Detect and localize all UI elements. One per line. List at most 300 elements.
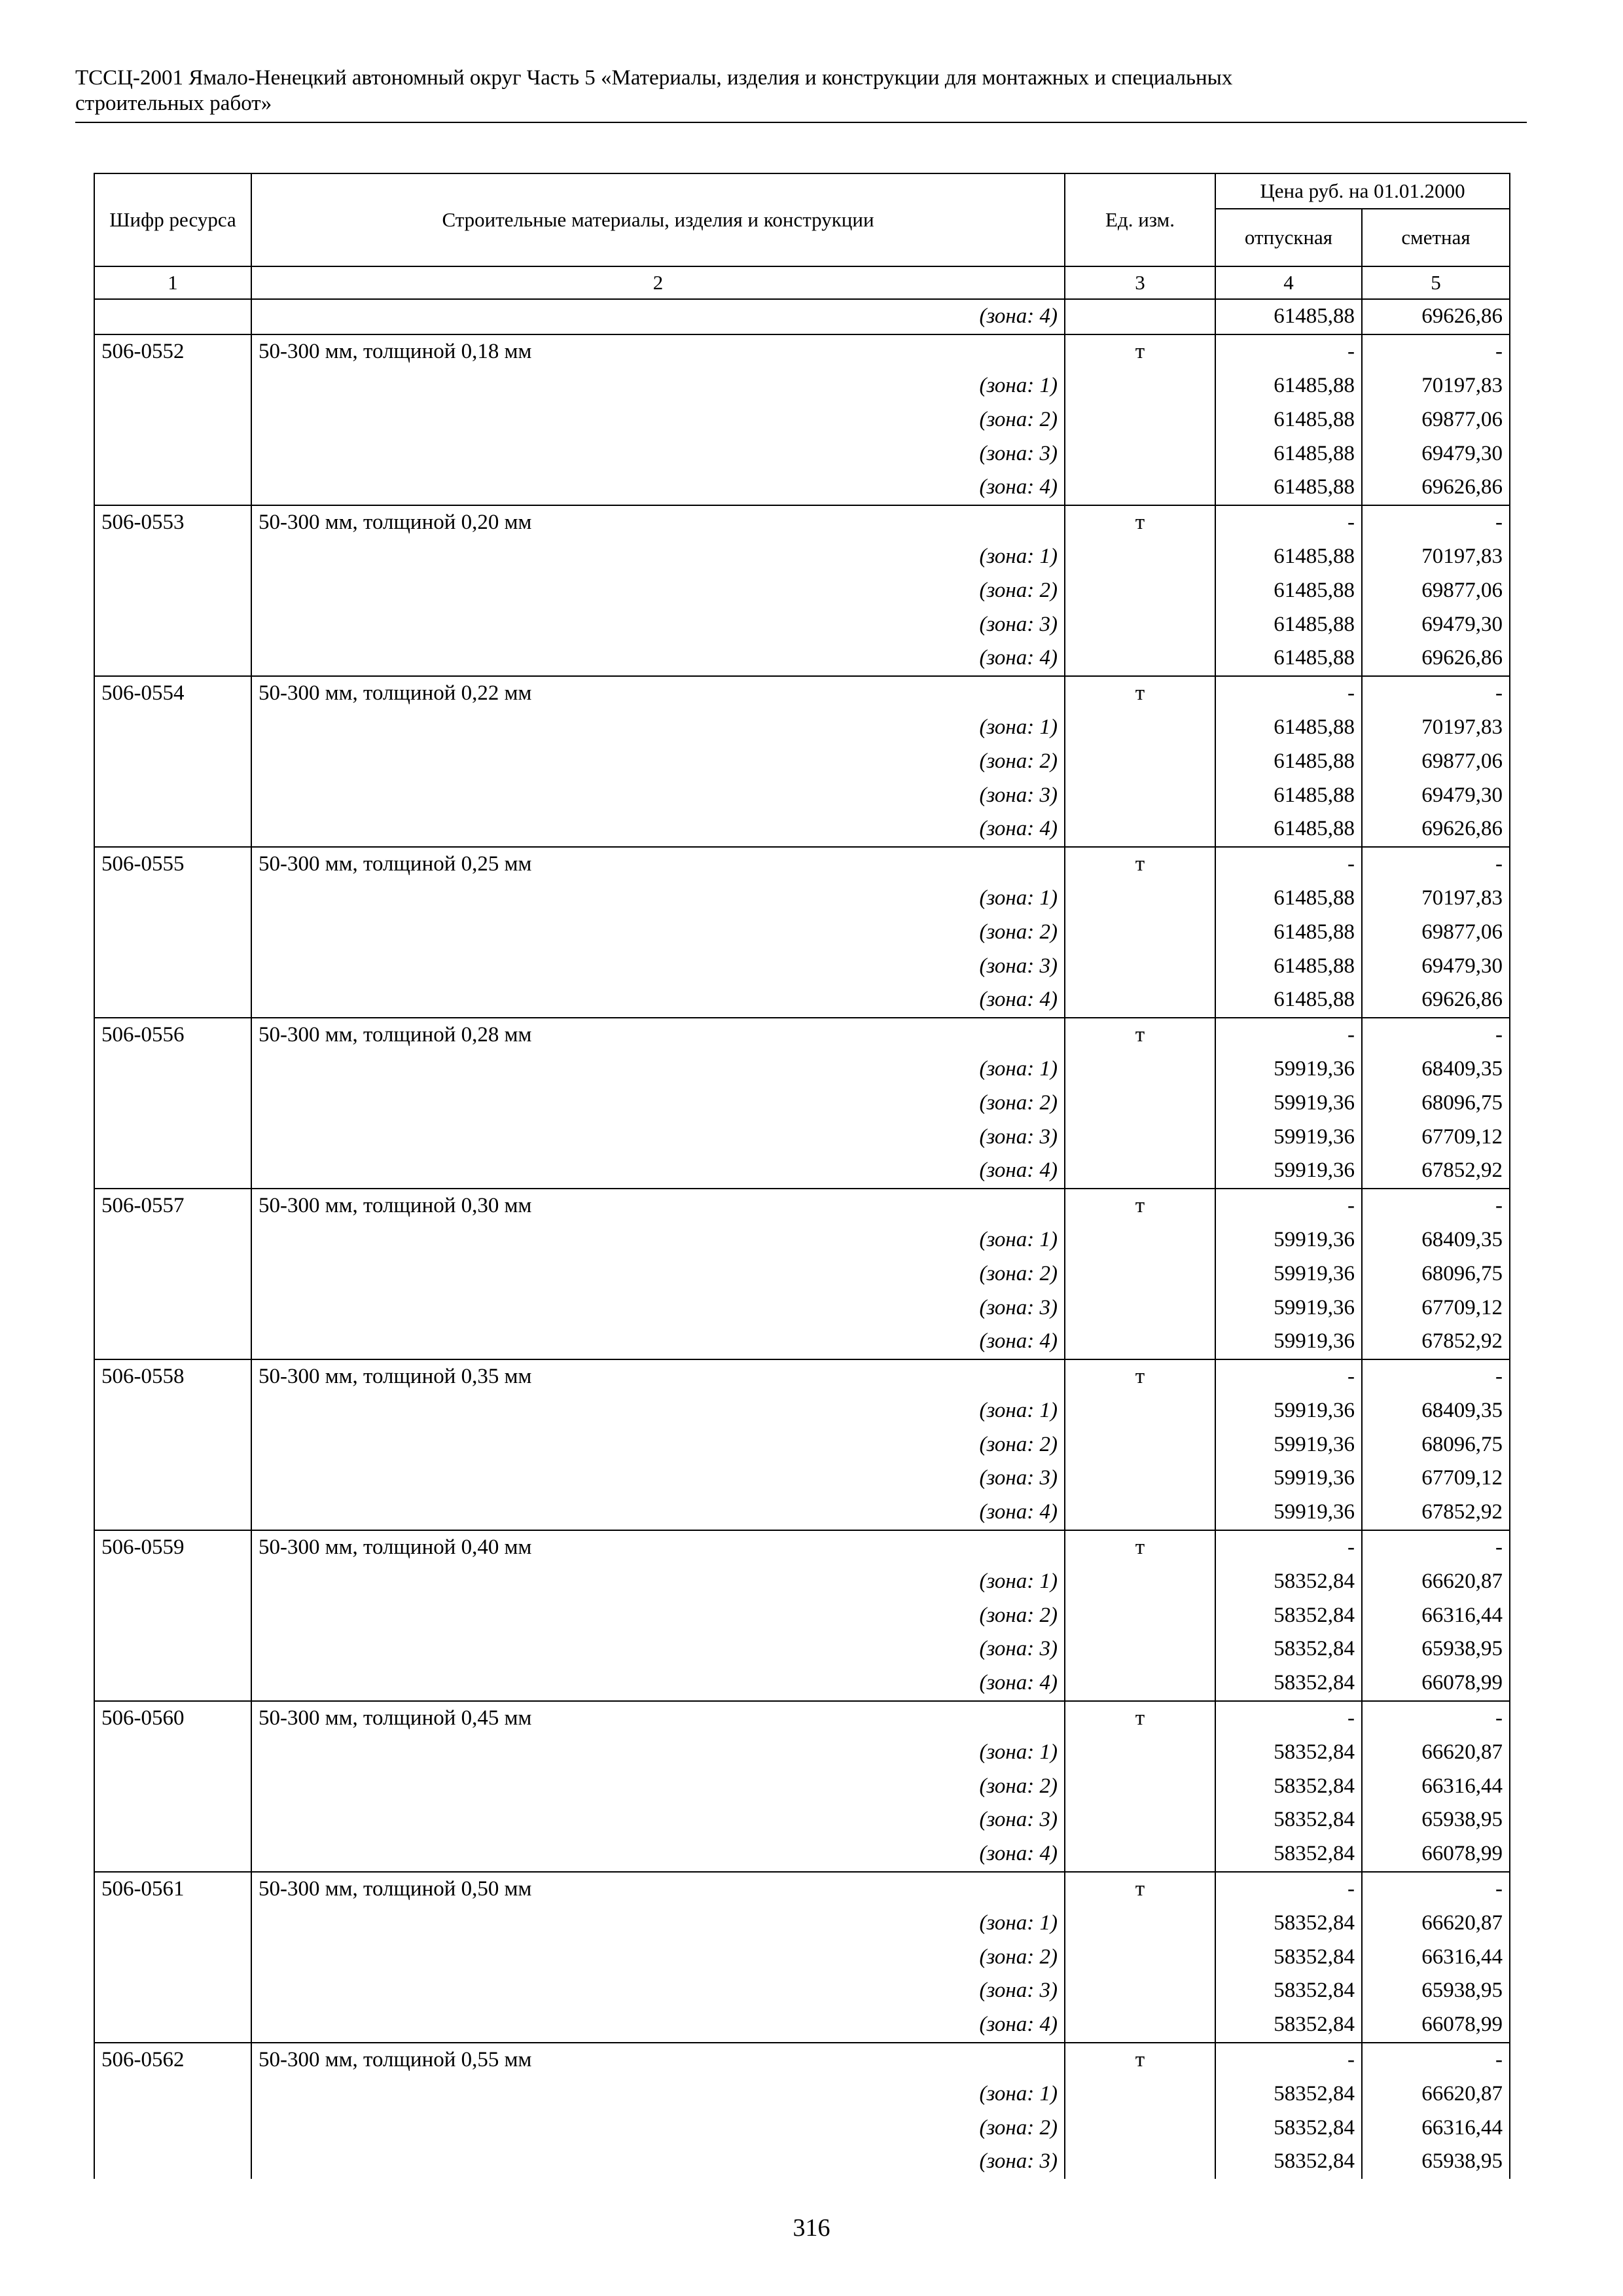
release-price: - [1215,1530,1362,1565]
zone-label: (зона: 3) [251,1974,1065,2008]
resource-code [94,2111,251,2145]
release-price: 59919,36 [1215,1086,1362,1120]
resource-name: 50-300 мм, толщиной 0,22 мм [251,676,1065,711]
resource-code [94,403,251,437]
item-row [94,1359,1510,1394]
release-price: 58352,84 [1215,1632,1362,1666]
zone-row [94,1735,1510,1769]
unit-cell [1065,1325,1215,1359]
zone-label: (зона: 1) [251,711,1065,745]
zone-label: (зона: 3) [251,2145,1065,2179]
page-number: 316 [793,2214,830,2242]
item-row [94,2043,1510,2077]
resource-code [94,1769,251,1803]
price-table-header [94,173,1510,299]
estimate-price: 69479,30 [1362,437,1510,471]
unit-cell: т [1065,1018,1215,1052]
unit-cell: т [1065,505,1215,540]
col-header-unit: Ед. изм. [1065,173,1215,266]
resource-code [94,882,251,916]
release-price: 61485,88 [1215,882,1362,916]
zone-label: (зона: 1) [251,2077,1065,2111]
unit-cell [1065,2008,1215,2043]
release-price: 59919,36 [1215,1223,1362,1257]
col-number: 3 [1065,266,1215,299]
col-header-code: Шифр ресурса [94,173,251,266]
release-price: 61485,88 [1215,369,1362,403]
resource-code [94,2145,251,2179]
zone-label: (зона: 1) [251,1735,1065,1769]
zone-row [94,1496,1510,1530]
zone-label: (зона: 2) [251,1257,1065,1291]
zone-label: (зона: 1) [251,1052,1065,1086]
unit-cell [1065,915,1215,949]
item-row [94,334,1510,369]
estimate-price: 69877,06 [1362,915,1510,949]
unit-cell [1065,1120,1215,1154]
resource-code [94,1257,251,1291]
release-price: 58352,84 [1215,1564,1362,1598]
estimate-price: 66620,87 [1362,1564,1510,1598]
unit-cell: т [1065,1872,1215,1907]
release-price: 59919,36 [1215,1462,1362,1496]
resource-name: 50-300 мм, толщиной 0,40 мм [251,1530,1065,1565]
unit-cell [1065,1394,1215,1428]
estimate-price: 69626,86 [1362,812,1510,847]
resource-code: 506-0556 [94,1018,251,1052]
continuation-row [94,299,1510,334]
estimate-price: 69479,30 [1362,778,1510,812]
header-rule [75,122,1527,123]
release-price: 61485,88 [1215,744,1362,778]
release-price: 58352,84 [1215,2077,1362,2111]
zone-label: (зона: 1) [251,1564,1065,1598]
release-price: 58352,84 [1215,1837,1362,1872]
resource-code [94,1496,251,1530]
zone-label: (зона: 3) [251,1120,1065,1154]
zone-row [94,812,1510,847]
estimate-price: - [1362,1189,1510,1223]
estimate-price: 68096,75 [1362,1086,1510,1120]
item-row [94,1701,1510,1736]
zone-label: (зона: 2) [251,1086,1065,1120]
unit-cell [1065,2111,1215,2145]
release-price: - [1215,1359,1362,1394]
resource-code [94,711,251,745]
zone-label: (зона: 3) [251,778,1065,812]
col-header-name: Строительные материалы, изделия и конструкции [251,173,1065,266]
unit-cell [1065,299,1215,334]
estimate-price: 65938,95 [1362,1974,1510,2008]
zone-row [94,882,1510,916]
resource-code: 506-0559 [94,1530,251,1565]
zone-label: (зона: 4) [251,812,1065,847]
zone-row [94,711,1510,745]
unit-cell [1065,1564,1215,1598]
zone-row [94,1598,1510,1632]
estimate-price: - [1362,1359,1510,1394]
release-price: 61485,88 [1215,437,1362,471]
unit-cell [1065,1769,1215,1803]
resource-code: 506-0557 [94,1189,251,1223]
zone-row [94,1803,1510,1837]
zone-label: (зона: 3) [251,949,1065,983]
zone-label: (зона: 4) [251,983,1065,1018]
unit-cell [1065,1735,1215,1769]
zone-label: (зона: 2) [251,2111,1065,2145]
release-price: 58352,84 [1215,2008,1362,2043]
estimate-price: 70197,83 [1362,369,1510,403]
zone-row [94,1906,1510,1940]
estimate-price: 70197,83 [1362,882,1510,916]
release-price: 61485,88 [1215,403,1362,437]
zone-row [94,1427,1510,1462]
unit-cell [1065,403,1215,437]
estimate-price: 66620,87 [1362,1735,1510,1769]
unit-cell: т [1065,2043,1215,2077]
unit-cell: т [1065,1701,1215,1736]
release-price: - [1215,334,1362,369]
zone-row [94,1120,1510,1154]
estimate-price: 65938,95 [1362,1632,1510,1666]
estimate-price: 67852,92 [1362,1325,1510,1359]
resource-code: 506-0561 [94,1872,251,1907]
zone-row [94,915,1510,949]
resource-code [94,744,251,778]
unit-cell [1065,573,1215,607]
col-number: 5 [1362,266,1510,299]
zone-row [94,1564,1510,1598]
estimate-price: 67709,12 [1362,1462,1510,1496]
zone-label: (зона: 4) [251,1154,1065,1189]
item-row [94,1018,1510,1052]
item-row [94,676,1510,711]
unit-cell [1065,1223,1215,1257]
zone-row [94,1154,1510,1189]
release-price: 61485,88 [1215,915,1362,949]
release-price: 59919,36 [1215,1154,1362,1189]
release-price: 61485,88 [1215,573,1362,607]
resource-name: 50-300 мм, толщиной 0,35 мм [251,1359,1065,1394]
resource-code [94,915,251,949]
zone-row [94,540,1510,574]
resource-code [94,1564,251,1598]
zone-label: (зона: 2) [251,1769,1065,1803]
release-price: 58352,84 [1215,2111,1362,2145]
resource-code: 506-0554 [94,676,251,711]
unit-cell: т [1065,1530,1215,1565]
unit-cell [1065,1940,1215,1974]
estimate-price: 68409,35 [1362,1394,1510,1428]
estimate-price: 69626,86 [1362,299,1510,334]
item-row [94,1189,1510,1223]
zone-row [94,471,1510,505]
zone-label: (зона: 4) [251,1837,1065,1872]
zone-row [94,437,1510,471]
release-price: 61485,88 [1215,540,1362,574]
resource-code: 506-0562 [94,2043,251,2077]
unit-cell [1065,1052,1215,1086]
estimate-price: 69626,86 [1362,983,1510,1018]
unit-cell [1065,1803,1215,1837]
zone-row [94,1769,1510,1803]
resource-code [94,471,251,505]
unit-cell [1065,471,1215,505]
release-price: 61485,88 [1215,471,1362,505]
item-row [94,847,1510,882]
estimate-price: 69877,06 [1362,403,1510,437]
zone-label: (зона: 2) [251,573,1065,607]
item-row [94,505,1510,540]
release-price: 58352,84 [1215,1598,1362,1632]
estimate-price: 69877,06 [1362,744,1510,778]
resource-code [94,1394,251,1428]
resource-code [94,1086,251,1120]
zone-label: (зона: 3) [251,1462,1065,1496]
resource-code [94,2077,251,2111]
resource-code [94,1940,251,1974]
estimate-price: 66620,87 [1362,1906,1510,1940]
estimate-price: 65938,95 [1362,2145,1510,2179]
resource-code [94,1906,251,1940]
resource-name: 50-300 мм, толщиной 0,20 мм [251,505,1065,540]
col-number: 4 [1215,266,1362,299]
zone-row [94,369,1510,403]
price-table-body [94,299,1510,2179]
unit-cell [1065,812,1215,847]
release-price: - [1215,2043,1362,2077]
resource-code [94,1223,251,1257]
zone-row [94,403,1510,437]
estimate-price: 66078,99 [1362,1837,1510,1872]
estimate-price: 69626,86 [1362,641,1510,676]
unit-cell [1065,2145,1215,2179]
estimate-price: 66316,44 [1362,1769,1510,1803]
estimate-price: - [1362,1530,1510,1565]
resource-code [94,437,251,471]
zone-label: (зона: 4) [251,299,1065,334]
resource-code [94,1837,251,1872]
unit-cell [1065,607,1215,641]
resource-code [94,1120,251,1154]
unit-cell [1065,2077,1215,2111]
estimate-price: 67852,92 [1362,1154,1510,1189]
unit-cell [1065,949,1215,983]
estimate-price: 66078,99 [1362,2008,1510,2043]
release-price: 61485,88 [1215,607,1362,641]
zone-row [94,1223,1510,1257]
zone-row [94,1462,1510,1496]
release-price: 61485,88 [1215,711,1362,745]
resource-name: 50-300 мм, толщиной 0,50 мм [251,1872,1065,1907]
zone-label: (зона: 1) [251,1394,1065,1428]
resource-code: 506-0552 [94,334,251,369]
zone-label: (зона: 4) [251,1496,1065,1530]
estimate-price: 68096,75 [1362,1257,1510,1291]
resource-code [94,299,251,334]
unit-cell [1065,1837,1215,1872]
zone-label: (зона: 1) [251,540,1065,574]
resource-code [94,1632,251,1666]
col-header-price-group: Цена руб. на 01.01.2000 [1215,173,1510,209]
zone-row [94,1257,1510,1291]
resource-code: 506-0555 [94,847,251,882]
release-price: 59919,36 [1215,1394,1362,1428]
zone-row [94,1394,1510,1428]
unit-cell [1065,1462,1215,1496]
col-number: 1 [94,266,251,299]
resource-name: 50-300 мм, толщиной 0,25 мм [251,847,1065,882]
estimate-price: 68409,35 [1362,1052,1510,1086]
release-price: 59919,36 [1215,1427,1362,1462]
release-price: 61485,88 [1215,778,1362,812]
resource-name: 50-300 мм, толщиной 0,30 мм [251,1189,1065,1223]
release-price: 61485,88 [1215,949,1362,983]
release-price: - [1215,505,1362,540]
unit-cell [1065,641,1215,676]
price-table [94,173,1510,2179]
zone-row [94,2008,1510,2043]
resource-code [94,2008,251,2043]
zone-row [94,1052,1510,1086]
zone-row [94,2111,1510,2145]
resource-code [94,1462,251,1496]
zone-row [94,1940,1510,1974]
resource-code [94,641,251,676]
unit-cell [1065,437,1215,471]
release-price: - [1215,676,1362,711]
release-price: 61485,88 [1215,983,1362,1018]
unit-cell [1065,1291,1215,1325]
release-price: 58352,84 [1215,1735,1362,1769]
release-price: 58352,84 [1215,1906,1362,1940]
resource-name: 50-300 мм, толщиной 0,55 мм [251,2043,1065,2077]
zone-row [94,1666,1510,1701]
page-header [75,65,1525,117]
estimate-price: 66316,44 [1362,1598,1510,1632]
zone-label: (зона: 2) [251,1598,1065,1632]
header-title-continued: строительных работ» [75,92,272,115]
release-price: - [1215,847,1362,882]
release-price: 58352,84 [1215,1769,1362,1803]
release-price: 59919,36 [1215,1120,1362,1154]
resource-name: 50-300 мм, толщиной 0,28 мм [251,1018,1065,1052]
zone-row [94,1291,1510,1325]
zone-label: (зона: 2) [251,915,1065,949]
estimate-price: 67709,12 [1362,1120,1510,1154]
zone-label: (зона: 2) [251,1427,1065,1462]
zone-label: (зона: 4) [251,1325,1065,1359]
zone-row [94,1325,1510,1359]
zone-row [94,744,1510,778]
estimate-price: 69479,30 [1362,607,1510,641]
zone-label: (зона: 4) [251,641,1065,676]
col-number: 2 [251,266,1065,299]
estimate-price: 65938,95 [1362,1803,1510,1837]
release-price: 59919,36 [1215,1257,1362,1291]
item-row [94,1872,1510,1907]
resource-code [94,1154,251,1189]
resource-code [94,812,251,847]
item-row [94,1530,1510,1565]
zone-label: (зона: 2) [251,403,1065,437]
release-price: - [1215,1872,1362,1907]
resource-code [94,1325,251,1359]
unit-cell [1065,1257,1215,1291]
unit-cell [1065,1906,1215,1940]
unit-cell: т [1065,334,1215,369]
unit-cell [1065,1154,1215,1189]
resource-code [94,949,251,983]
unit-cell [1065,711,1215,745]
zone-row [94,573,1510,607]
estimate-price: 70197,83 [1362,540,1510,574]
zone-label: (зона: 4) [251,2008,1065,2043]
unit-cell [1065,882,1215,916]
col-header-estimate: сметная [1362,209,1510,266]
resource-code [94,1598,251,1632]
resource-code: 506-0560 [94,1701,251,1736]
zone-label: (зона: 3) [251,1632,1065,1666]
zone-label: (зона: 4) [251,471,1065,505]
unit-cell [1065,1427,1215,1462]
resource-name: 50-300 мм, толщиной 0,18 мм [251,334,1065,369]
zone-row [94,2077,1510,2111]
estimate-price: 69877,06 [1362,573,1510,607]
zone-label: (зона: 1) [251,882,1065,916]
release-price: 58352,84 [1215,1974,1362,2008]
resource-code: 506-0558 [94,1359,251,1394]
release-price: 61485,88 [1215,299,1362,334]
zone-row [94,1632,1510,1666]
release-price: 59919,36 [1215,1052,1362,1086]
release-price: 61485,88 [1215,641,1362,676]
header-title: ТССЦ-2001 Ямало-Ненецкий автономный округ Часть 5 «Материалы, изделия и конструкции для монтажных и специальных [75,66,1233,90]
resource-code [94,1735,251,1769]
zone-label: (зона: 4) [251,1666,1065,1701]
release-price: 59919,36 [1215,1291,1362,1325]
zone-row [94,949,1510,983]
zone-label: (зона: 3) [251,1291,1065,1325]
resource-code [94,1052,251,1086]
unit-cell [1065,1974,1215,2008]
unit-cell [1065,744,1215,778]
estimate-price: - [1362,1018,1510,1052]
estimate-price: 69479,30 [1362,949,1510,983]
resource-code [94,983,251,1018]
estimate-price: - [1362,2043,1510,2077]
release-price: - [1215,1701,1362,1736]
estimate-price: 66316,44 [1362,2111,1510,2145]
estimate-price: - [1362,676,1510,711]
estimate-price: 67709,12 [1362,1291,1510,1325]
zone-label: (зона: 2) [251,1940,1065,1974]
zone-label: (зона: 2) [251,744,1065,778]
zone-row [94,983,1510,1018]
release-price: 58352,84 [1215,1666,1362,1701]
resource-code [94,778,251,812]
unit-cell [1065,1496,1215,1530]
zone-label: (зона: 1) [251,369,1065,403]
unit-cell: т [1065,676,1215,711]
zone-label: (зона: 3) [251,1803,1065,1837]
estimate-price: 67852,92 [1362,1496,1510,1530]
unit-cell [1065,369,1215,403]
estimate-price: - [1362,505,1510,540]
estimate-price: 68096,75 [1362,1427,1510,1462]
resource-code [94,1974,251,2008]
release-price: 58352,84 [1215,2145,1362,2179]
